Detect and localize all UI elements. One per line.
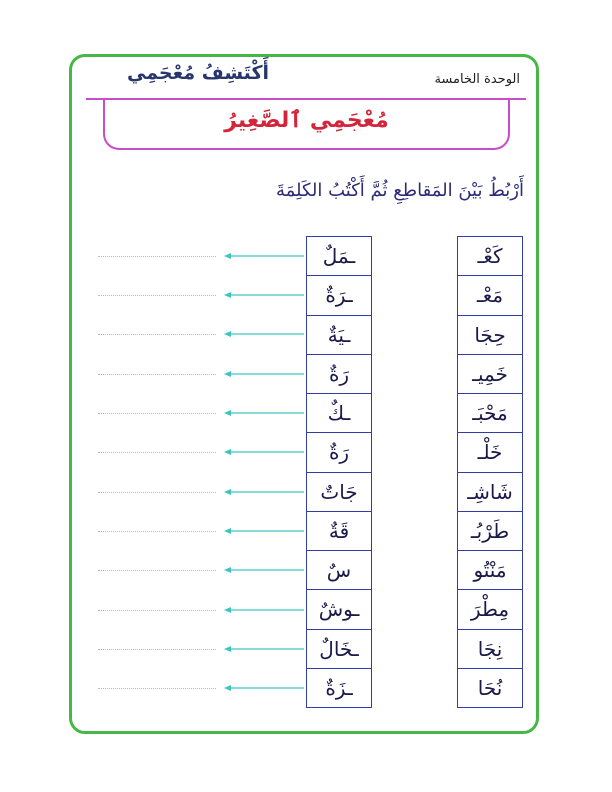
arrow-left-icon bbox=[224, 290, 304, 300]
syllable-cell[interactable]: حِجَا bbox=[458, 315, 522, 354]
syllable-cell[interactable]: مِطْرَ bbox=[458, 589, 522, 628]
syllable-cell[interactable]: مَحْبَـ bbox=[458, 393, 522, 432]
ending-cell[interactable]: رَةٌ bbox=[307, 354, 371, 393]
answer-row bbox=[90, 472, 305, 511]
answer-row bbox=[90, 629, 305, 668]
answer-row bbox=[90, 236, 305, 275]
ending-cell[interactable]: ـوشٌ bbox=[307, 589, 371, 628]
syllable-cell[interactable]: كَعْـ bbox=[477, 244, 503, 269]
syllable-cell[interactable]: طَرْبُـ bbox=[458, 511, 522, 550]
answer-line[interactable] bbox=[98, 256, 216, 257]
syllable-cell[interactable]: نُحَا bbox=[458, 668, 522, 707]
answer-row bbox=[90, 393, 305, 432]
syllable-cell[interactable]: شَاشِـ bbox=[458, 472, 522, 511]
answer-line[interactable] bbox=[98, 492, 216, 493]
arrow-left-icon bbox=[224, 644, 304, 654]
ending-cell[interactable]: ـرَةٌ bbox=[307, 275, 371, 314]
ending-cell[interactable]: ـزَةٌ bbox=[307, 668, 371, 707]
arrow-left-icon bbox=[224, 487, 304, 497]
answer-line[interactable] bbox=[98, 610, 216, 611]
answer-line[interactable] bbox=[98, 374, 216, 375]
ending-cell[interactable]: ـكٌ bbox=[307, 393, 371, 432]
ending-cell[interactable]: سٌ bbox=[307, 550, 371, 589]
answer-row bbox=[90, 669, 305, 708]
answer-line[interactable] bbox=[98, 688, 216, 689]
answer-line[interactable] bbox=[98, 334, 216, 335]
arrow-left-icon bbox=[224, 683, 304, 693]
arrow-left-icon bbox=[224, 251, 304, 261]
syllable-column-right bbox=[457, 236, 523, 708]
ending-cell[interactable]: ـيَةٌ bbox=[307, 315, 371, 354]
unit-label: الوحدة الخامسة bbox=[434, 72, 520, 87]
answer-row bbox=[90, 433, 305, 472]
answer-row bbox=[90, 275, 305, 314]
answer-line[interactable] bbox=[98, 452, 216, 453]
answer-row bbox=[90, 590, 305, 629]
arrow-left-icon bbox=[224, 369, 304, 379]
syllable-cell[interactable]: نِجَا bbox=[458, 629, 522, 668]
answer-line[interactable] bbox=[98, 570, 216, 571]
answer-line[interactable] bbox=[98, 295, 216, 296]
syllable-cell[interactable]: مَنْتُو bbox=[458, 550, 522, 589]
answer-line[interactable] bbox=[98, 649, 216, 650]
arrow-left-icon bbox=[224, 408, 304, 418]
ending-cell[interactable]: قَةٌ bbox=[307, 511, 371, 550]
answer-row bbox=[90, 315, 305, 354]
arrow-left-icon bbox=[224, 565, 304, 575]
answer-row bbox=[90, 354, 305, 393]
syllable-column-left bbox=[306, 236, 372, 708]
answer-row bbox=[90, 551, 305, 590]
section-title: أَكْتَشِفُ مُعْجَمِي bbox=[126, 62, 270, 84]
arrow-left-icon bbox=[224, 526, 304, 536]
arrow-left-icon bbox=[224, 605, 304, 615]
ending-cell[interactable]: رَةٌ bbox=[307, 432, 371, 471]
answer-list bbox=[90, 236, 305, 708]
answer-row bbox=[90, 511, 305, 550]
syllable-cell[interactable]: خَمِيـ bbox=[458, 354, 522, 393]
instruction-text: أَرْبُطُ بَيْنَ المَقاطِعِ ثُمَّ أَكْتُبُ الكَلِمَةَ bbox=[275, 180, 524, 201]
arrow-left-icon bbox=[224, 447, 304, 457]
worksheet-title: مُعْجَمِي ٱلصَّغِيرُ bbox=[224, 108, 389, 133]
ending-cell[interactable]: جَاتٌ bbox=[307, 472, 371, 511]
answer-line[interactable] bbox=[98, 531, 216, 532]
ending-cell[interactable]: ـخَالٌ bbox=[307, 629, 371, 668]
syllable-cell[interactable]: مَعْـ bbox=[458, 275, 522, 314]
ending-cell[interactable]: ـمَلٌ bbox=[322, 244, 356, 269]
syllable-cell[interactable]: خَلْـ bbox=[458, 432, 522, 471]
answer-line[interactable] bbox=[98, 413, 216, 414]
arrow-left-icon bbox=[224, 329, 304, 339]
